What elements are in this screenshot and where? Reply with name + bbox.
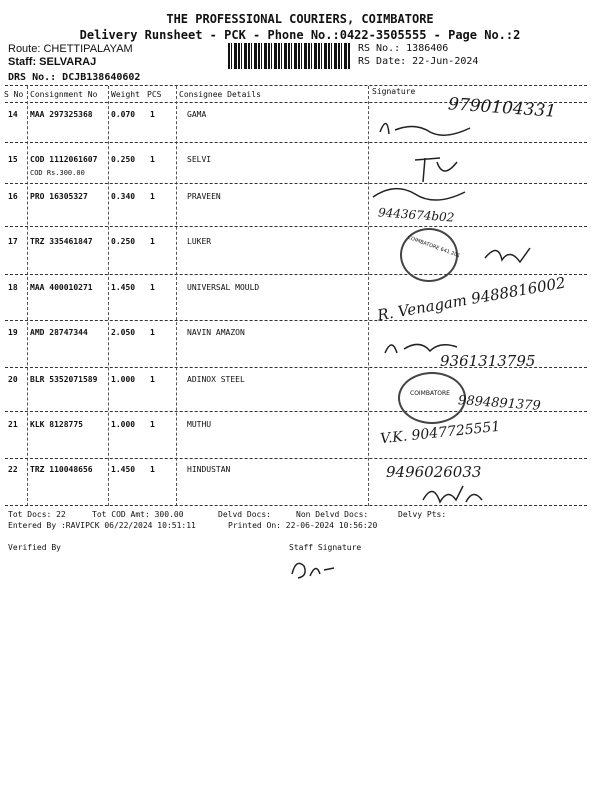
col-sno: S No	[4, 90, 24, 99]
total-cod-amount: Tot COD Amt: 300.00	[92, 510, 184, 519]
signature-scribble	[418, 478, 488, 508]
handwritten-signature: R. Venagam 9488816002	[375, 273, 567, 325]
row-weight: 1.450	[111, 283, 136, 292]
col-consignment: Consignment No	[30, 90, 98, 99]
row-weight: 1.000	[111, 375, 136, 384]
row-consignment: TRZ 335461847	[30, 237, 93, 246]
staff-signature-scribble	[286, 554, 346, 584]
delivery-points: Delvy Pts:	[398, 510, 447, 519]
row-weight: 2.050	[111, 328, 136, 337]
row-weight: 1.000	[111, 420, 136, 429]
row-sno: 14	[8, 110, 18, 119]
route-label: Route: CHETTIPALAYAM	[8, 43, 133, 55]
row-sno: 20	[8, 375, 18, 384]
row-pcs: 1	[150, 420, 155, 429]
row-consignee: SELVI	[187, 155, 212, 164]
barcode	[228, 43, 350, 69]
row-consignee: GAMA	[187, 110, 207, 119]
handwritten-phone: 9790104331	[447, 94, 557, 122]
row-sno: 17	[8, 237, 18, 246]
row-consignment: COD 1112061607	[30, 155, 98, 164]
col-signature: Signature	[372, 87, 416, 96]
signature-scribble	[480, 240, 540, 270]
row-weight: 1.450	[111, 465, 136, 474]
row-rule	[5, 411, 587, 412]
row-pcs: 1	[150, 155, 155, 164]
row-pcs: 1	[150, 237, 155, 246]
row-consignee: UNIVERSAL MOULD	[187, 283, 260, 292]
handwritten-phone: 9361313795	[440, 352, 536, 370]
row-pcs: 1	[150, 192, 155, 201]
total-docs: Tot Docs: 22	[8, 510, 66, 519]
row-rule	[5, 320, 587, 321]
printed-on: Printed On: 22-06-2024 10:56:20	[228, 521, 378, 530]
row-consignee: ADINOX STEEL	[187, 375, 245, 384]
row-pcs: 1	[150, 328, 155, 337]
verified-by-label: Verified By	[8, 543, 61, 552]
row-sno: 19	[8, 328, 18, 337]
row-consignee: HINDUSTAN	[187, 465, 231, 474]
non-delivered-docs: Non Delvd Docs:	[296, 510, 369, 519]
row-rule	[5, 458, 587, 459]
stamp-seal: COIMBATORE	[398, 372, 466, 424]
entered-by: Entered By :RAVIPCK 06/22/2024 10:51:11	[8, 521, 196, 530]
row-pcs: 1	[150, 110, 155, 119]
stamp-seal: COIMBATORE 641 201	[400, 228, 458, 282]
runsheet-subtitle: Delivery Runsheet - PCK - Phone No.:0422-3505555 - Page No.:2	[79, 28, 521, 42]
row-consignment: MAA 400010271	[30, 283, 93, 292]
row-consignment: TRZ 110048656	[30, 465, 93, 474]
row-cod-amount: COD Rs.300.00	[30, 169, 85, 177]
row-pcs: 1	[150, 465, 155, 474]
row-pcs: 1	[150, 375, 155, 384]
drs-number: DRS No.: DCJB138640602	[8, 72, 141, 83]
row-sno: 15	[8, 155, 18, 164]
row-consignment: BLR 5352071589	[30, 375, 98, 384]
row-weight: 0.070	[111, 110, 136, 119]
row-sno: 18	[8, 283, 18, 292]
row-rule	[5, 183, 587, 184]
row-rule	[5, 274, 587, 275]
row-consignee: LUKER	[187, 237, 212, 246]
col-weight: Weight	[111, 90, 140, 99]
row-consignment: KLK 8128775	[30, 420, 83, 429]
row-consignment: PRO 16305327	[30, 192, 88, 201]
header-top-rule	[5, 85, 587, 86]
table-row	[0, 465, 600, 509]
row-pcs: 1	[150, 283, 155, 292]
col-pcs: PCS	[147, 90, 162, 99]
row-consignee: MUTHU	[187, 420, 212, 429]
row-rule	[5, 226, 587, 227]
row-sno: 22	[8, 465, 18, 474]
rs-date: RS Date: 22-Jun-2024	[358, 56, 479, 67]
table-row	[0, 192, 600, 236]
staff-signature-label: Staff Signature	[289, 543, 362, 552]
delivered-docs: Delvd Docs:	[218, 510, 271, 519]
handwritten-phone: 9894891379	[457, 393, 542, 414]
staff-label: Staff: SELVARAJ	[8, 56, 97, 68]
row-consignment: AMD 28747344	[30, 328, 88, 337]
row-weight: 0.340	[111, 192, 136, 201]
rs-number: RS No.: 1386406	[358, 43, 449, 54]
row-consignee: NAVIN AMAZON	[187, 328, 245, 337]
col-consignee: Consignee Details	[179, 90, 261, 99]
row-consignee: PRAVEEN	[187, 192, 221, 201]
row-rule	[5, 142, 587, 143]
company-title: THE PROFESSIONAL COURIERS, COIMBATORE	[166, 12, 434, 26]
handwritten-signature: V.K. 9047725551	[379, 418, 502, 448]
row-weight: 0.250	[111, 237, 136, 246]
row-sno: 21	[8, 420, 18, 429]
handwritten-phone: 9443674b02	[377, 205, 455, 225]
row-consignment: MAA 297325368	[30, 110, 93, 119]
row-sno: 16	[8, 192, 18, 201]
handwritten-phone: 9496026033	[386, 463, 482, 481]
table-bottom-rule	[5, 505, 587, 506]
row-weight: 0.250	[111, 155, 136, 164]
signature-scribble	[375, 112, 475, 142]
